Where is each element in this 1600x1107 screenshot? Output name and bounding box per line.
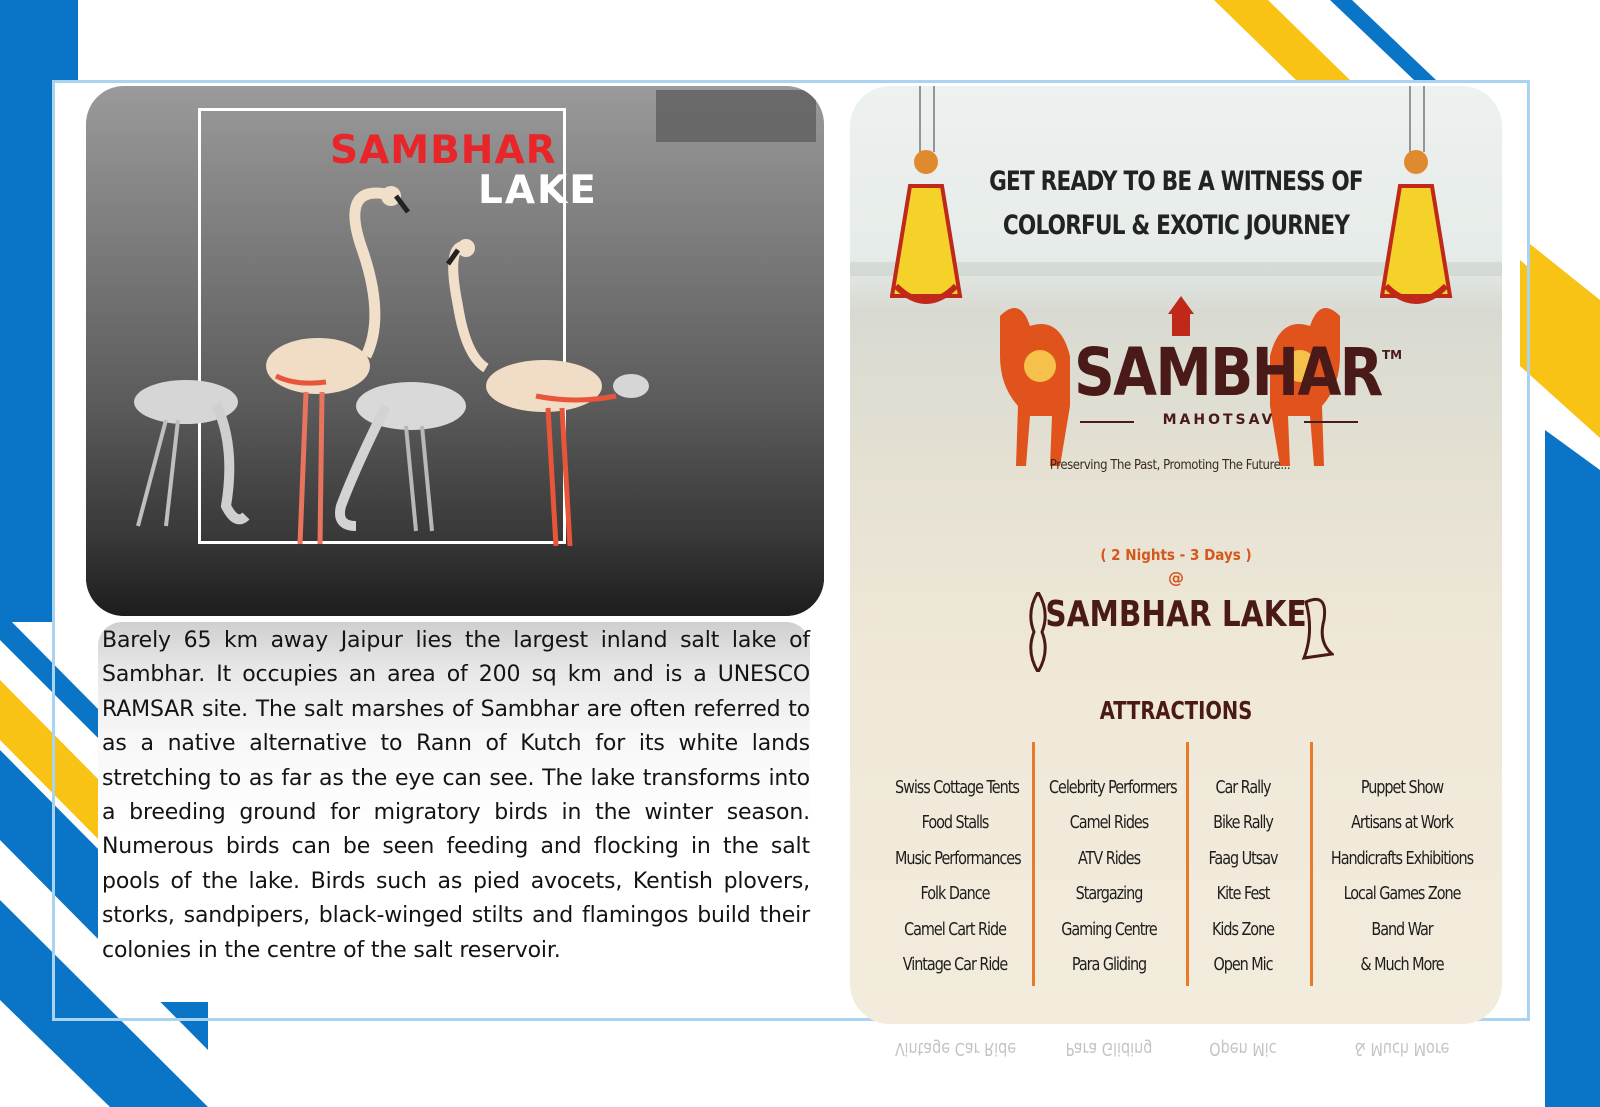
list-item: Swiss Cottage Tents xyxy=(895,777,1019,798)
list-item: Camel Rides xyxy=(1069,812,1149,834)
list-item: Artisans at Work xyxy=(1351,812,1453,834)
temple-icon xyxy=(1168,296,1194,336)
list-item: Open Mic xyxy=(1213,954,1273,976)
list-item: ATV Rides xyxy=(1077,847,1141,869)
reflection-item: & Much More xyxy=(1354,1038,1450,1059)
attractions-column-4 xyxy=(1312,770,1492,982)
puppet-left-icon xyxy=(890,86,970,326)
poster-tagline: Preserving The Past, Promoting The Future... xyxy=(1049,458,1291,473)
list-item: Food Stalls xyxy=(921,812,989,834)
poster-reflection xyxy=(850,1030,1502,1107)
lake-description: Barely 65 km away Jaipur lies the largest inland salt lake of Sambhar. It occupies an area of 200 sq km and is a UNESCO RAMSAR site. The salt marshes of Sambhar are often referred to as a native alternative to Rann of Kutch for its white lands stretching to as far as the eye can see. The lake transforms into a breeding ground for migratory birds in the winter season. Numerous birds can be seen feeding and flocking in the salt pools of the lake. Birds such as pied avocets, Kentish plovers, storks, sandpipers, black-winged stilts and flamingos build their colonies in the centre of the salt reservoir. xyxy=(102,628,810,963)
venue-name: SAMBHAR LAKE xyxy=(1045,594,1307,635)
puppet-right-icon xyxy=(1380,86,1460,326)
flamingo-illustration xyxy=(86,86,824,616)
list-item: Para Gliding xyxy=(1071,954,1147,976)
list-item: Stargazing xyxy=(1075,883,1143,905)
attractions-title: ATTRACTIONS xyxy=(1099,696,1253,725)
reflection-item: Vintage Car Ride xyxy=(895,1038,1017,1059)
list-item: Gaming Centre xyxy=(1061,918,1157,940)
camel-left-icon xyxy=(990,296,1080,466)
logo-trademark: TM xyxy=(1382,348,1403,362)
list-item: Kite Fest xyxy=(1216,883,1270,905)
list-item: Vintage Car Ride xyxy=(902,954,1008,976)
attractions-column-3 xyxy=(1190,770,1296,982)
list-item: Puppet Show xyxy=(1360,777,1444,798)
list-item: Kids Zone xyxy=(1212,918,1274,940)
list-item: Camel Cart Ride xyxy=(904,918,1006,940)
photo-title-line2: LAKE xyxy=(478,168,598,213)
poster-headline-line1: GET READY TO BE A WITNESS OF xyxy=(989,166,1363,197)
column-divider xyxy=(1186,742,1189,986)
sambhar-lake-photo xyxy=(86,86,824,616)
list-item: Faag Utsav xyxy=(1208,847,1278,869)
mahotsav-poster xyxy=(850,86,1502,1024)
list-item: Local Games Zone xyxy=(1343,883,1461,905)
list-item: Band War xyxy=(1371,918,1433,940)
reflection-item: Para Gliding xyxy=(1065,1038,1153,1059)
list-item: & Much More xyxy=(1360,954,1444,976)
attractions-column-1 xyxy=(880,770,1030,982)
lake-description-block xyxy=(98,622,810,1002)
poster-headline-line2: COLORFUL & EXOTIC JOURNEY xyxy=(1002,210,1350,241)
reflection-item: Open Mic xyxy=(1209,1038,1277,1059)
peacock-icon xyxy=(1298,592,1334,662)
list-item: Handicrafts Exhibitions xyxy=(1330,847,1474,869)
list-item: Celebrity Performers xyxy=(1049,777,1177,798)
list-item: Bike Rally xyxy=(1213,812,1273,834)
logo-wordmark: SAMBHAR xyxy=(1074,334,1382,411)
logo-subtitle: MAHOTSAV xyxy=(1080,412,1358,428)
at-symbol: @ xyxy=(1168,568,1184,587)
list-item: Folk Dance xyxy=(920,883,990,905)
list-item: Music Performances xyxy=(895,847,1021,869)
attractions-column-2 xyxy=(1034,770,1184,982)
list-item: Car Rally xyxy=(1215,777,1271,798)
photo-title-line1: SAMBHAR xyxy=(330,128,557,173)
trip-duration: ( 2 Nights - 3 Days ) xyxy=(1100,546,1252,564)
